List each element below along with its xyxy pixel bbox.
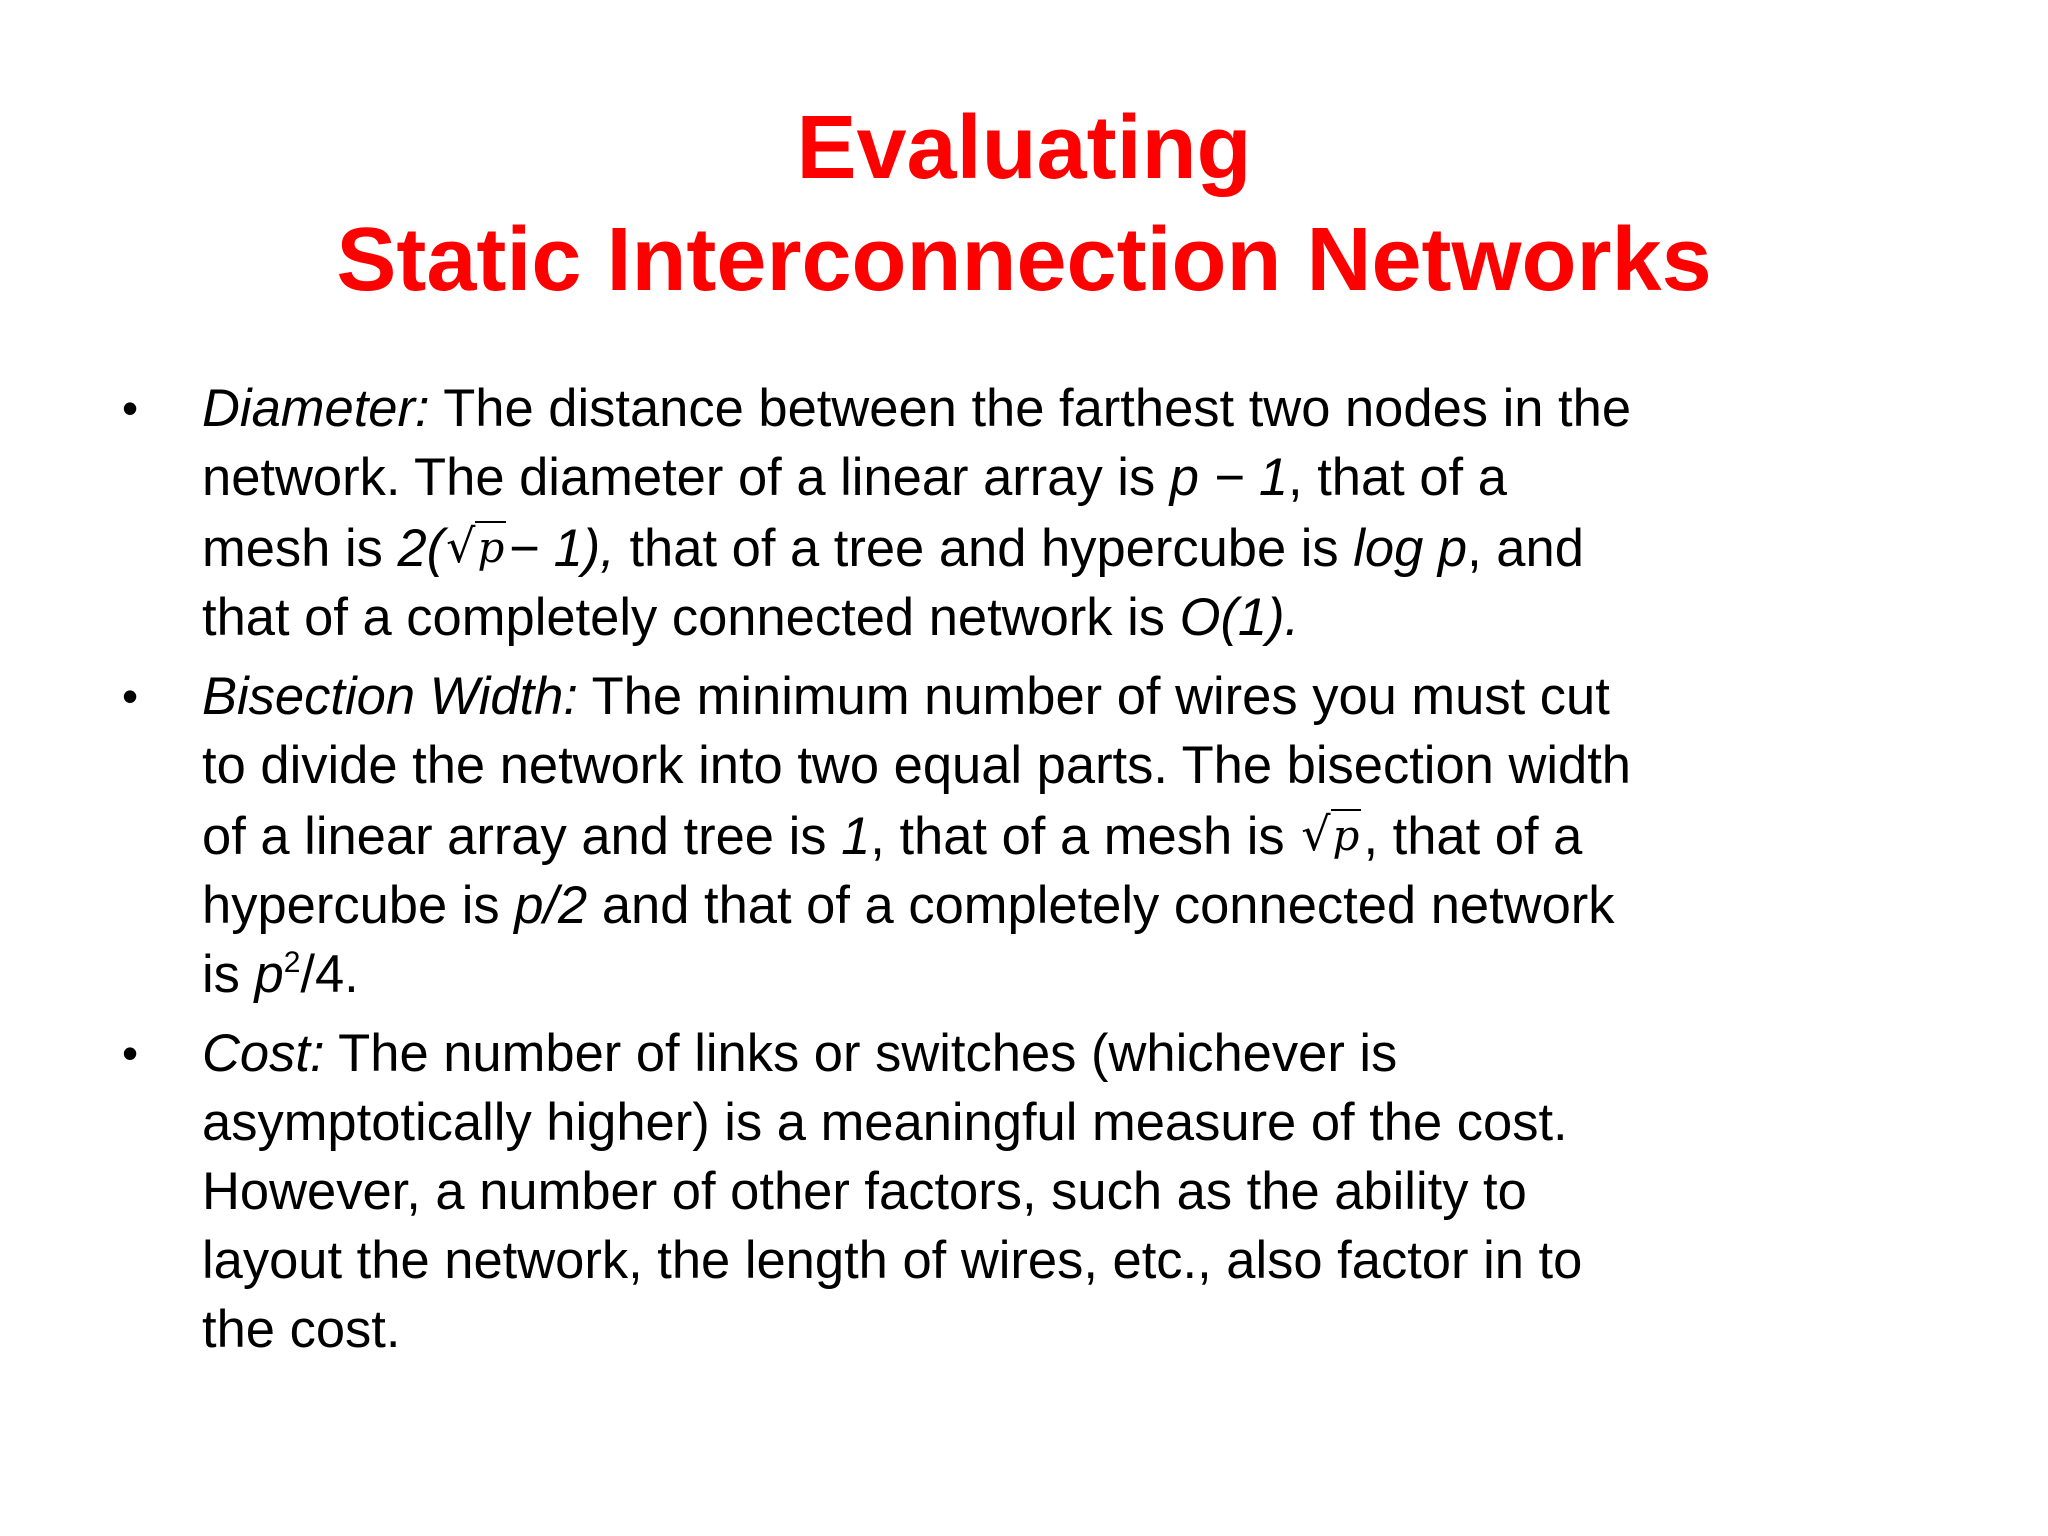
math-p-over-2: p/2 bbox=[514, 876, 588, 935]
text: of a linear array and tree is bbox=[202, 807, 842, 866]
math-text: 2( bbox=[397, 519, 445, 578]
radicand: p bbox=[477, 523, 505, 572]
radical-sign-icon: √ bbox=[446, 519, 476, 573]
text: The distance between the farthest two nodes in the bbox=[429, 379, 1632, 438]
text: , that of a bbox=[1288, 448, 1507, 507]
bullet-bisection-width bbox=[0, 662, 1822, 1009]
text: , and bbox=[1467, 519, 1584, 578]
text: that of a tree and hypercube is bbox=[614, 519, 1354, 578]
slide-title bbox=[0, 92, 2048, 316]
bullet-line bbox=[202, 583, 1822, 652]
sqrt-p-formula bbox=[1301, 800, 1361, 870]
bullet-line: However, a number of other factors, such as the ability to bbox=[202, 1162, 1527, 1221]
text: and that of a completely connected network bbox=[587, 876, 1615, 935]
superscript-2: 2 bbox=[283, 946, 301, 979]
bullet-line bbox=[202, 443, 1822, 512]
math-text: − 1), bbox=[508, 519, 615, 578]
radical-sign-icon: √ bbox=[1301, 807, 1331, 861]
bullet-line bbox=[202, 940, 1822, 1009]
bullet-line bbox=[202, 374, 1822, 443]
slide-title-line-1: Evaluating bbox=[796, 98, 1252, 198]
term-cost: Cost: bbox=[202, 1024, 325, 1083]
bullet-line bbox=[202, 512, 1822, 583]
text: /4. bbox=[300, 945, 359, 1004]
bullet-line bbox=[202, 1019, 1822, 1088]
term-bisection-width: Bisection Width: bbox=[202, 667, 578, 726]
bullet-list bbox=[0, 374, 2048, 1374]
text: is bbox=[202, 945, 255, 1004]
bullet-diameter bbox=[0, 374, 1822, 652]
text: The number of links or switches (whichever is bbox=[324, 1024, 1398, 1083]
bullet-line bbox=[202, 871, 1822, 940]
math-one: 1 bbox=[841, 807, 871, 866]
radicand: p bbox=[1332, 811, 1360, 860]
bullet-line bbox=[202, 662, 1822, 731]
text: The minimum number of wires you must cut bbox=[577, 667, 1610, 726]
sqrt-p-formula bbox=[446, 512, 506, 582]
slide-title-line-2: Static Interconnection Networks bbox=[336, 210, 1712, 310]
bullet-line: the cost. bbox=[202, 1300, 401, 1359]
text: hypercube is bbox=[202, 876, 515, 935]
math-log-p: log p bbox=[1353, 519, 1468, 578]
bullet-dot-icon: • bbox=[122, 1027, 139, 1079]
math-p-minus-1: p − 1 bbox=[1169, 448, 1289, 507]
bullet-line bbox=[202, 800, 1822, 871]
text: , that of a bbox=[1363, 807, 1583, 866]
bullet-dot-icon: • bbox=[122, 670, 139, 722]
bullet-line: layout the network, the length of wires, etc., also factor in to bbox=[202, 1231, 1583, 1290]
text: , that of a mesh is bbox=[870, 807, 1300, 866]
term-diameter: Diameter: bbox=[202, 379, 430, 438]
bullet-cost bbox=[0, 1019, 1822, 1364]
bullet-line: to divide the network into two equal parts. The bisection width bbox=[202, 736, 1632, 795]
math-p: p bbox=[254, 945, 284, 1004]
math-o-1: O(1). bbox=[1179, 588, 1300, 647]
bullet-dot-icon: • bbox=[122, 382, 139, 434]
bullet-line: asymptotically higher) is a meaningful measure of the cost. bbox=[202, 1093, 1568, 1152]
text: that of a completely connected network is bbox=[202, 588, 1180, 647]
text: mesh is bbox=[202, 519, 398, 578]
text: network. The diameter of a linear array is bbox=[202, 448, 1170, 507]
